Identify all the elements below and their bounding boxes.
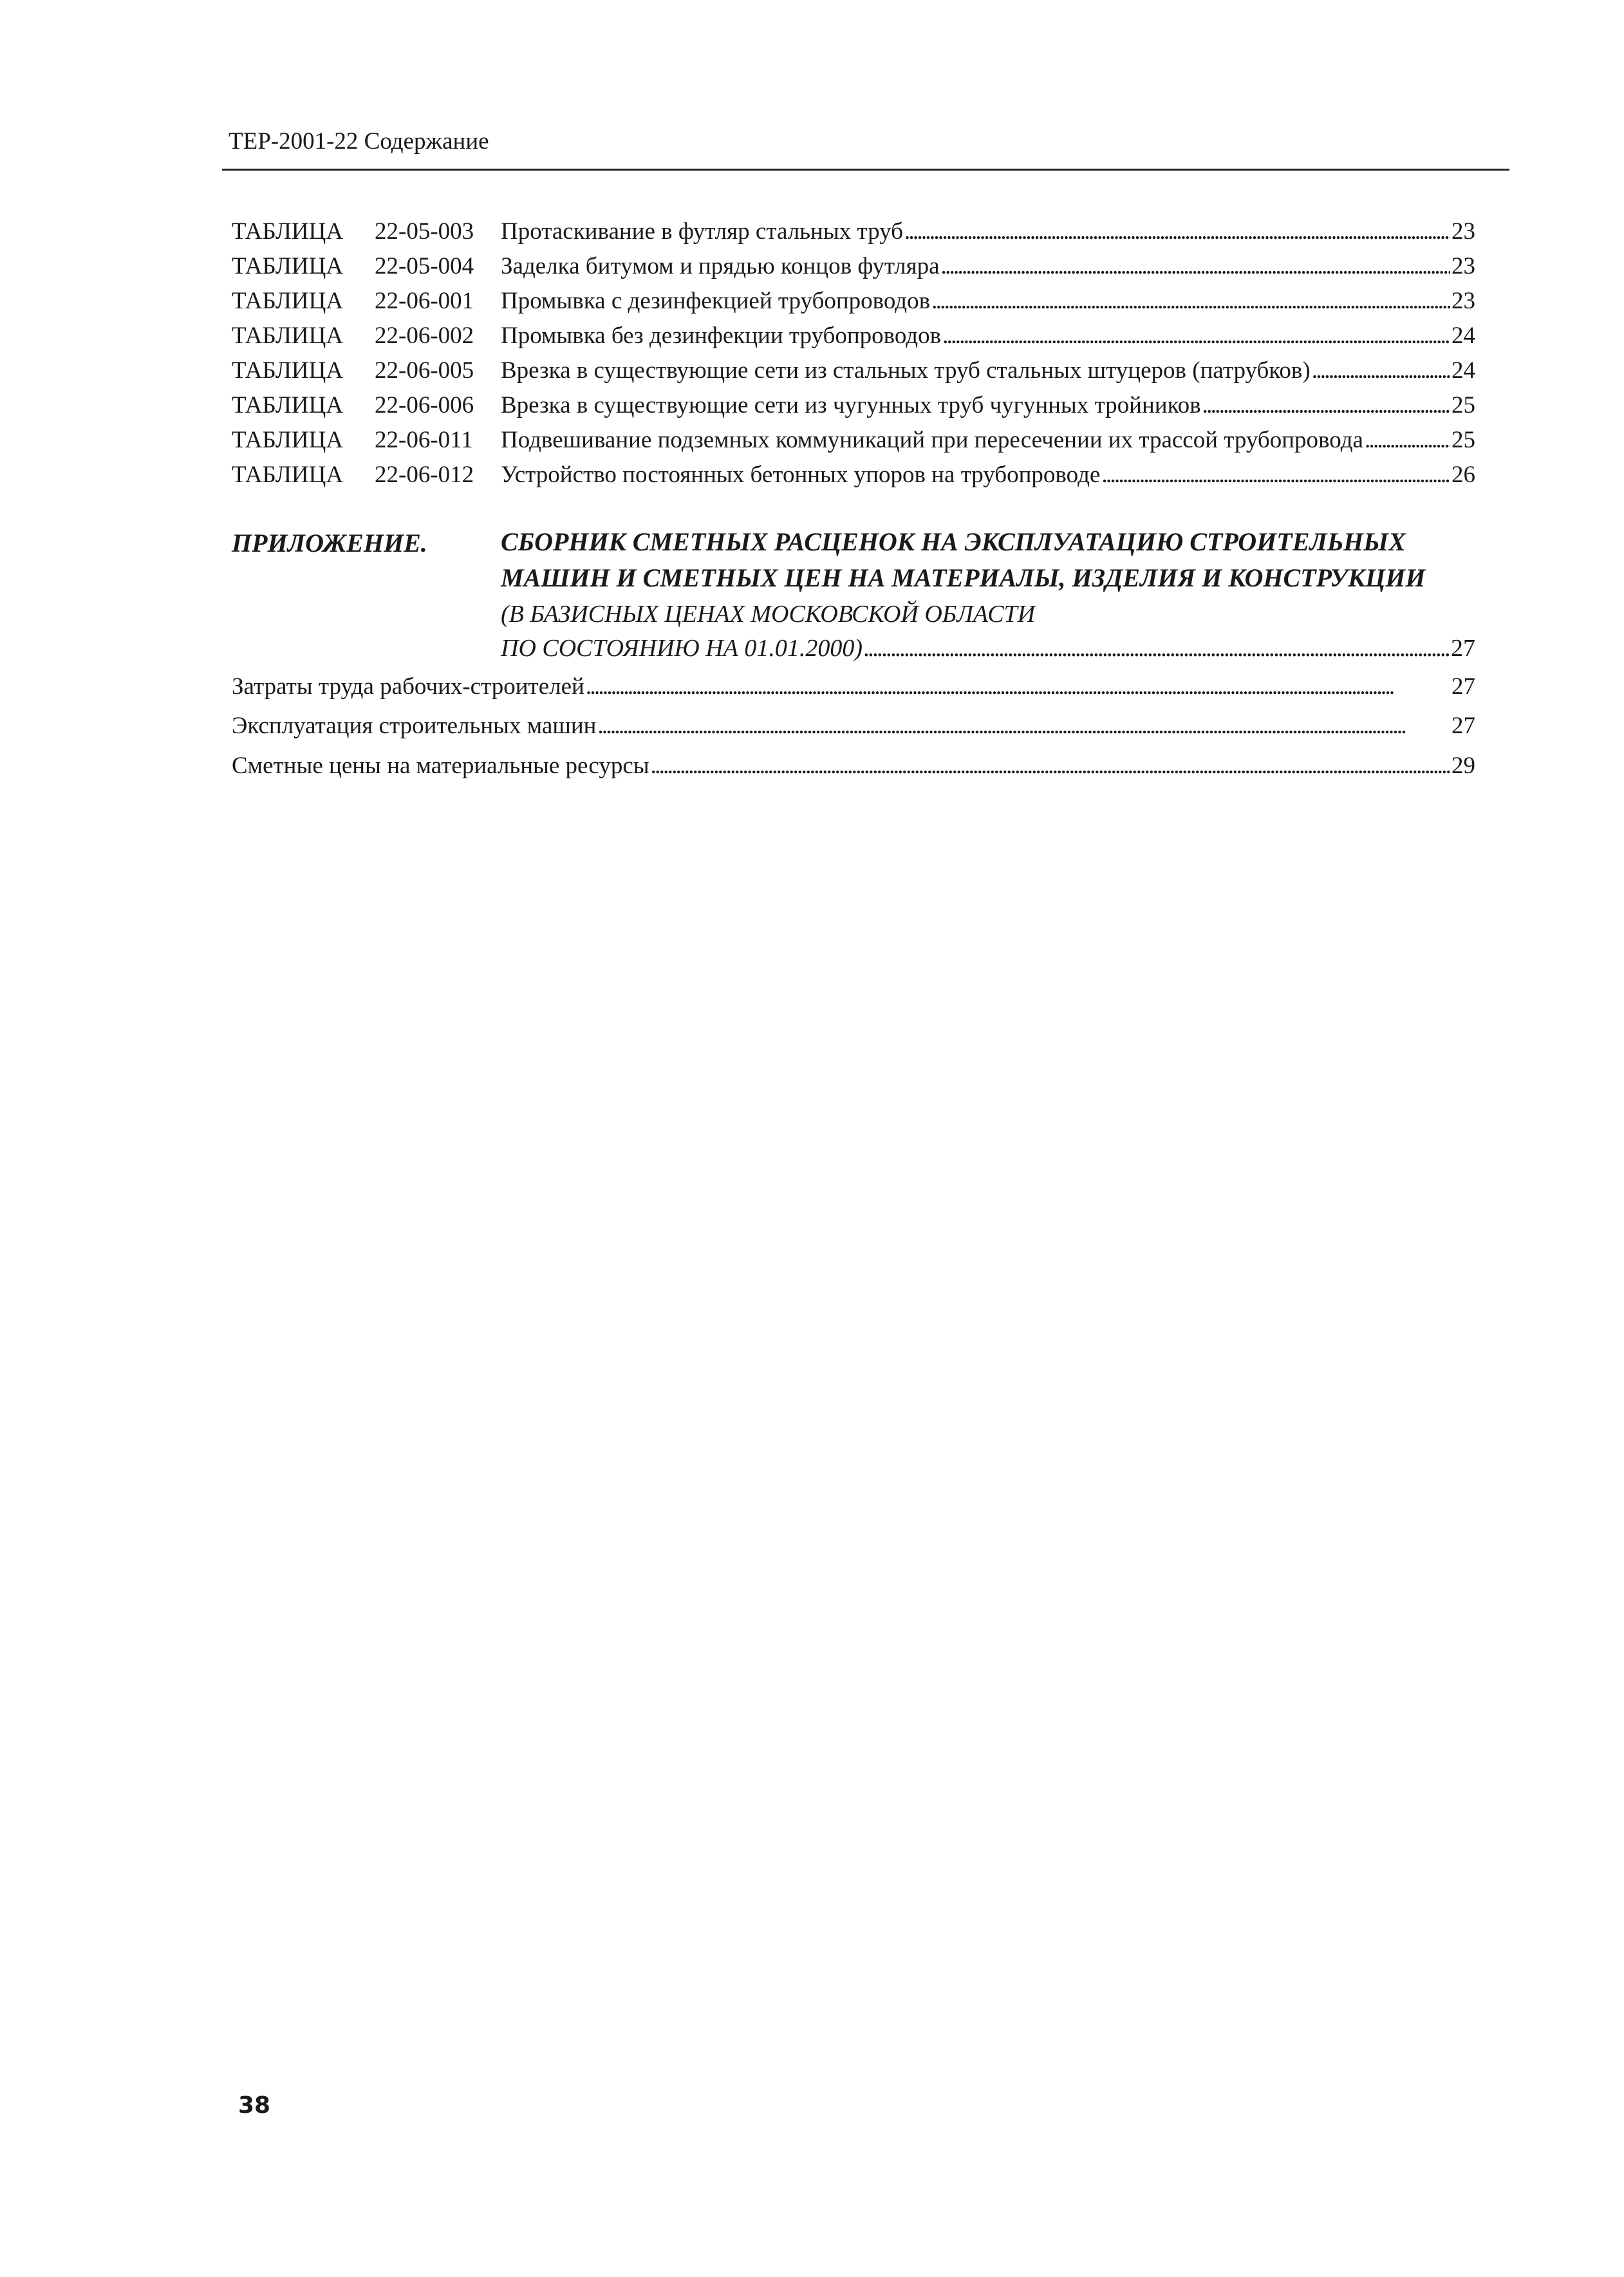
dot-leader <box>942 319 1450 353</box>
toc-title: Протаскивание в футляр стальных труб <box>501 218 903 245</box>
dot-leader <box>941 249 1450 284</box>
dot-leader <box>586 668 1450 706</box>
toc-title: Врезка в существующие сети из стальных труб стальных штуцеров (патрубков) <box>501 357 1311 384</box>
section-page: 27 <box>1451 673 1475 700</box>
dot-leader <box>1365 423 1450 458</box>
toc-page: 25 <box>1451 392 1475 418</box>
toc-row <box>232 423 1475 458</box>
toc-row <box>232 284 1475 319</box>
toc-page: 24 <box>1451 357 1475 384</box>
appendix-page: 27 <box>1451 635 1475 662</box>
dot-leader <box>904 214 1450 249</box>
section-title: Эксплуатация строительных машин <box>232 713 597 739</box>
toc-title: Заделка битумом и прядью концов футляра <box>501 253 940 279</box>
toc-row <box>232 353 1475 388</box>
dot-leader <box>1202 388 1450 423</box>
toc-page: 24 <box>1451 323 1475 349</box>
toc-label: ТАБЛИЦА <box>232 253 344 279</box>
dot-leader <box>651 747 1450 785</box>
section-page: 27 <box>1451 713 1475 739</box>
appendix-subtitle-line: ПО СОСТОЯНИЮ НА 01.01.2000) <box>501 635 863 662</box>
toc-code: 22-06-001 <box>375 288 474 314</box>
toc-code: 22-06-002 <box>375 323 474 349</box>
appendix-label: ПРИЛОЖЕНИЕ. <box>232 529 427 558</box>
toc-title: Устройство постоянных бетонных упоров на трубопроводе <box>501 462 1101 488</box>
toc-label: ТАБЛИЦА <box>232 288 344 314</box>
toc-code: 22-06-012 <box>375 462 474 488</box>
appendix-subtitle-entry <box>501 634 1475 662</box>
toc-label: ТАБЛИЦА <box>232 427 344 453</box>
page-header: ТЕР-2001-22 Содержание <box>229 128 489 155</box>
toc-title: Промывка с дезинфекцией трубопроводов <box>501 288 931 314</box>
header-divider <box>222 169 1509 171</box>
toc-code: 22-06-005 <box>375 357 474 384</box>
section-page: 29 <box>1451 753 1475 779</box>
section-entry <box>232 668 1475 706</box>
toc-code: 22-05-004 <box>375 253 474 279</box>
toc-label: ТАБЛИЦА <box>232 323 344 349</box>
toc-label: ТАБЛИЦА <box>232 357 344 384</box>
toc-title: Промывка без дезинфекции трубопроводов <box>501 323 942 349</box>
toc-page: 23 <box>1451 288 1475 314</box>
dot-leader <box>1312 353 1450 388</box>
page-number: 38 <box>238 2092 271 2119</box>
toc-row <box>232 458 1475 492</box>
appendix-title-line: МАШИН И СМЕТНЫХ ЦЕН НА МАТЕРИАЛЫ, ИЗДЕЛИЯ И КОНСТРУКЦИИ <box>501 563 1426 592</box>
section-entry <box>232 707 1475 745</box>
toc-page: 23 <box>1451 253 1475 279</box>
toc-row <box>232 388 1475 423</box>
section-title: Сметные цены на материальные ресурсы <box>232 753 649 779</box>
toc-row <box>232 214 1475 249</box>
dot-leader <box>864 634 1450 662</box>
section-entry <box>232 747 1475 785</box>
toc-code: 22-06-006 <box>375 392 474 418</box>
toc-label: ТАБЛИЦА <box>232 392 344 418</box>
toc-title: Подвешивание подземных коммуникаций при пересечении их трассой трубопровода <box>501 427 1363 453</box>
dot-leader <box>1101 458 1450 492</box>
toc-row <box>232 319 1475 353</box>
dot-leader <box>597 707 1450 745</box>
toc-page: 23 <box>1451 218 1475 245</box>
toc-page: 26 <box>1451 462 1475 488</box>
toc-label: ТАБЛИЦА <box>232 462 344 488</box>
toc-code: 22-05-003 <box>375 218 474 245</box>
toc-page: 25 <box>1451 427 1475 453</box>
toc-label: ТАБЛИЦА <box>232 218 344 245</box>
toc-code: 22-06-011 <box>375 427 473 453</box>
toc-row <box>232 249 1475 284</box>
toc-title: Врезка в существующие сети из чугунных труб чугунных тройников <box>501 392 1201 418</box>
dot-leader <box>931 284 1450 319</box>
section-title: Затраты труда рабочих-строителей <box>232 673 584 700</box>
appendix-subtitle-line: (В БАЗИСНЫХ ЦЕНАХ МОСКОВСКОЙ ОБЛАСТИ <box>501 601 1036 628</box>
appendix-title-line: СБОРНИК СМЕТНЫХ РАСЦЕНОК НА ЭКСПЛУАТАЦИЮ СТРОИТЕЛЬНЫХ <box>501 527 1406 556</box>
